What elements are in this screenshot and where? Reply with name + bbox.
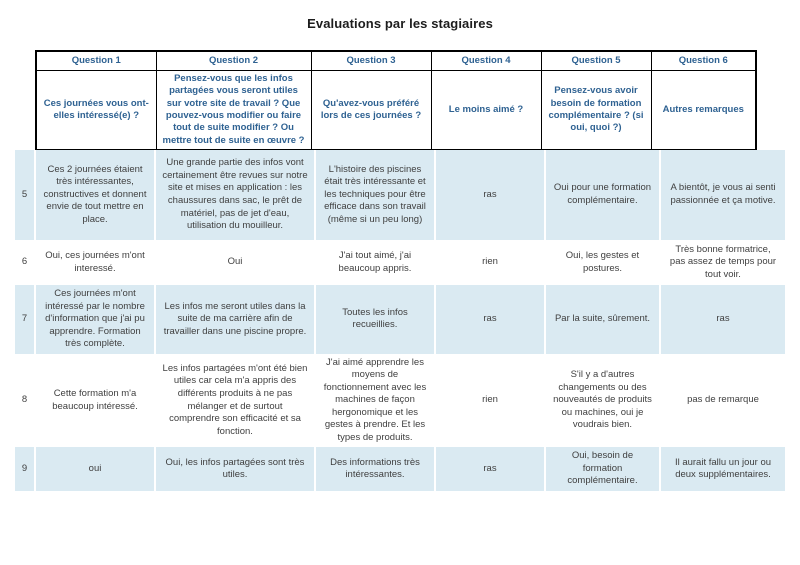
table-row — [15, 354, 785, 448]
answers-table — [15, 150, 785, 491]
answer-cell: Ces 2 journées étaient très intéressantes, constructives et donnent envie de tout mettre en place. — [35, 150, 155, 240]
column-header: Question 1 — [36, 51, 156, 71]
answer-cell: rien — [435, 240, 545, 285]
answer-cell: A bientôt, je vous ai senti passionnée et ça motive. — [660, 150, 785, 240]
column-header: Question 2 — [156, 51, 311, 71]
answer-cell: Les infos partagées m'ont été bien utiles car cela m'a appris des différents produits à ne pas mélanger et de surtout comprendre son efficacité et sa fonction. — [155, 354, 315, 448]
answer-cell: Oui, les gestes et postures. — [545, 240, 660, 285]
row-number: 9 — [15, 447, 35, 491]
question-text-row — [36, 71, 756, 151]
answer-cell: oui — [35, 447, 155, 491]
question-text: Qu'avez-vous préféré lors de ces journées ? — [311, 71, 431, 151]
row-number: 8 — [21, 394, 28, 406]
answer-cell: Ces journées m'ont intéressé par le nombre d'information que j'ai pu apprendre. Formation très complète. — [35, 285, 155, 354]
answer-cell: Il aurait fallu un jour ou deux supplémentaires. — [660, 447, 785, 491]
question-text: Autres remarques — [651, 71, 756, 151]
question-text: Ces journées vous ont-elles intéressé(e) ? — [36, 71, 156, 151]
question-text: Le moins aimé ? — [431, 71, 541, 151]
answer-cell: J'ai aimé apprendre les moyens de fonctionnement avec les machines de façon hergonomique et les gestes à prendre. Et les types de produits. — [315, 354, 435, 448]
answer-cell: Oui pour une formation complémentaire. — [545, 150, 660, 240]
answer-cell: Une grande partie des infos vont certainement être revues sur notre site et mises en application : les chaussures dans sac, le prêt de matériel, pas de jet d'eau, utilisation du mouilleur. — [155, 150, 315, 240]
column-header: Question 4 — [431, 51, 541, 71]
table-row — [15, 240, 785, 285]
column-header: Question 5 — [541, 51, 651, 71]
answer-cell: Toutes les infos recueillies. — [315, 285, 435, 354]
table-row — [15, 150, 785, 240]
answer-cell: Les infos me seront utiles dans la suite de ma carrière afin de travailler dans une piscine propre. — [155, 285, 315, 354]
question-text: Pensez-vous que les infos partagées vous seront utiles sur votre site de travail ? Que pouvez-vous modifier ou faire tout de suite modifier ? Ou mettre tout de suite en œuvre ? — [156, 71, 311, 151]
answer-cell: Oui — [155, 240, 315, 285]
answer-cell: Oui, les infos partagées sont très utiles. — [155, 447, 315, 491]
answer-cell: ras — [660, 285, 785, 354]
document-title: Evaluations par les stagiaires — [307, 16, 493, 31]
answer-cell: pas de remarque — [660, 354, 785, 448]
answer-cell: ras — [435, 150, 545, 240]
question-label-row — [36, 51, 756, 71]
answer-cell: Très bonne formatrice, pas assez de temps pour tout voir. — [660, 240, 785, 285]
answer-cell: ras — [435, 285, 545, 354]
answer-cell: Par la suite, sûrement. — [545, 285, 660, 354]
question-text: Pensez-vous avoir besoin de formation complémentaire ? (si oui, quoi ?) — [541, 71, 651, 151]
row-number: 5 — [15, 150, 35, 240]
column-header: Question 3 — [311, 51, 431, 71]
row-number: 7 — [15, 285, 35, 354]
answer-cell: rien — [435, 354, 545, 448]
answer-cell: ras — [435, 447, 545, 491]
table-row — [15, 285, 785, 354]
row-number: 6 — [21, 256, 28, 268]
answer-cell: L'histoire des piscines était très intéressante et les techniques pour être efficace dans son travail (même si un peu long) — [315, 150, 435, 240]
answer-cell: Oui, besoin de formation complémentaire. — [545, 447, 660, 491]
table-row — [15, 447, 785, 491]
answer-cell: Cette formation m'a beaucoup intéressé. — [35, 354, 155, 448]
answer-cell: Oui, ces journées m'ont interessé. — [35, 240, 155, 285]
answer-cell: S'il y a d'autres changements ou des nouveautés de produits ou machines, oui je voudrais bien. — [545, 354, 660, 448]
question-header-table — [35, 50, 757, 151]
answer-cell: J'ai tout aimé, j'ai beaucoup appris. — [315, 240, 435, 285]
column-header: Question 6 — [651, 51, 756, 71]
answer-cell: Des informations très intéressantes. — [315, 447, 435, 491]
